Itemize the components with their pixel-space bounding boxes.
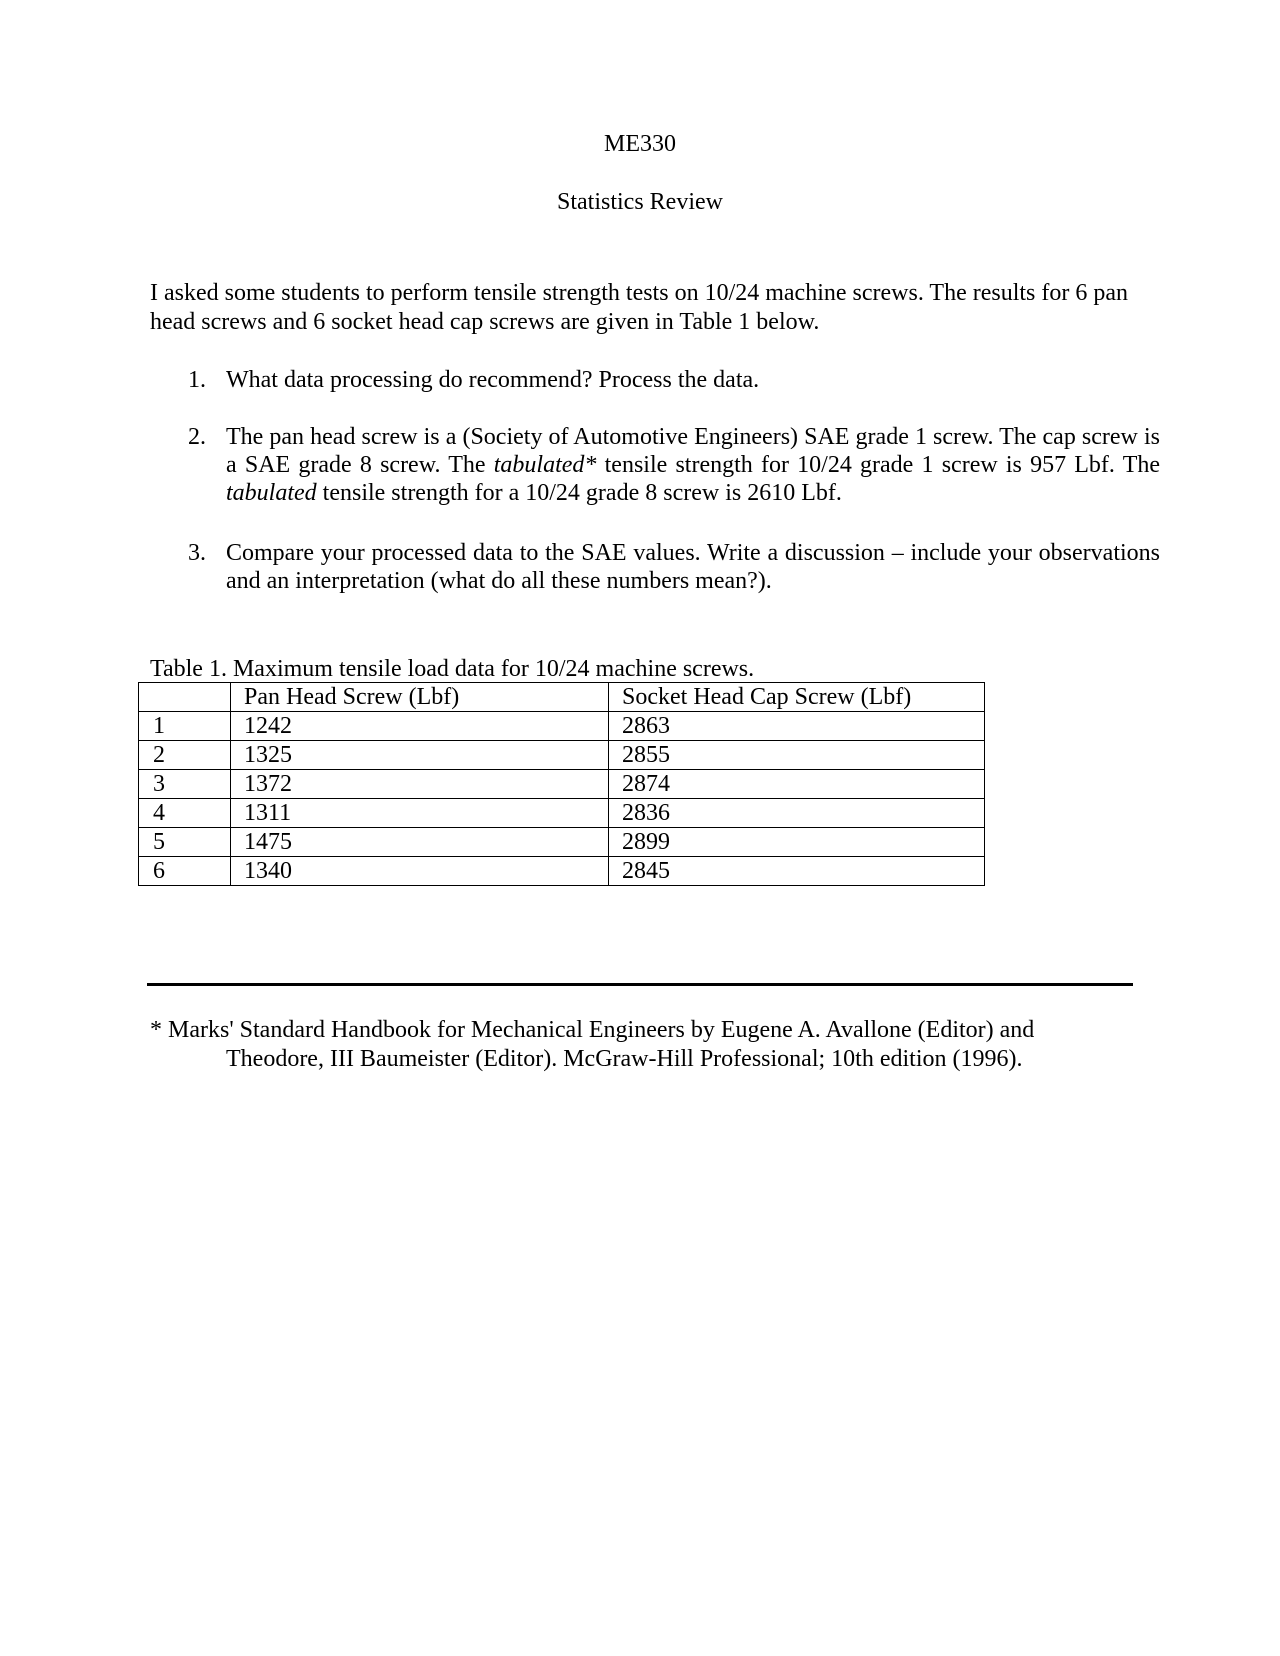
header-cell bbox=[139, 683, 231, 712]
question-text-part: tensile strength for 10/24 grade 1 screw is 957 Lbf. The bbox=[596, 452, 1161, 478]
table-cell: 6 bbox=[139, 857, 231, 886]
table-cell: 1372 bbox=[231, 770, 609, 799]
emphasis-tabulated: tabulated* bbox=[493, 452, 597, 478]
question-number: 3. bbox=[188, 540, 206, 566]
footnote bbox=[150, 1016, 1150, 1074]
table-row bbox=[139, 857, 985, 886]
table-cell: 4 bbox=[139, 799, 231, 828]
table-cell: 5 bbox=[139, 828, 231, 857]
table-cell: 2874 bbox=[609, 770, 985, 799]
tensile-data-table bbox=[138, 682, 985, 886]
question-text: Compare your processed data to the SAE values. Write a discussion – include your observations and an interpretation (what do all these numbers mean?). bbox=[226, 540, 1160, 594]
table-row bbox=[139, 770, 985, 799]
footnote-line-1: * Marks' Standard Handbook for Mechanical Engineers by Eugene A. Avallone (Editor) and bbox=[150, 1017, 1035, 1043]
table-header-row bbox=[139, 683, 985, 712]
table-row bbox=[139, 712, 985, 741]
emphasis-tabulated: tabulated bbox=[226, 480, 317, 506]
question-number: 1. bbox=[188, 367, 206, 393]
question-3 bbox=[150, 539, 1160, 595]
table-cell: 1 bbox=[139, 712, 231, 741]
header-cell: Socket Head Cap Screw (Lbf) bbox=[609, 683, 985, 712]
table-cell: 2836 bbox=[609, 799, 985, 828]
page-title: Statistics Review bbox=[557, 189, 723, 215]
question-number: 2. bbox=[188, 424, 206, 450]
intro-paragraph: I asked some students to perform tensile strength tests on 10/24 machine screws. The results for 6 pan head screws and 6 socket head cap screws are given in Table 1 below. bbox=[150, 280, 1129, 335]
table-cell: 1325 bbox=[231, 741, 609, 770]
table-cell: 1242 bbox=[231, 712, 609, 741]
table-row bbox=[139, 828, 985, 857]
footnote-line-2: Theodore, III Baumeister (Editor). McGraw-Hill Professional; 10th edition (1996). bbox=[226, 1046, 1023, 1072]
header-cell: Pan Head Screw (Lbf) bbox=[231, 683, 609, 712]
table-cell: 2863 bbox=[609, 712, 985, 741]
table-cell: 2845 bbox=[609, 857, 985, 886]
course-code: ME330 bbox=[604, 131, 676, 157]
table-cell: 1475 bbox=[231, 828, 609, 857]
table-caption: Table 1. Maximum tensile load data for 10/24 machine screws. bbox=[150, 656, 755, 682]
question-text bbox=[226, 423, 1160, 507]
table-cell: 2855 bbox=[609, 741, 985, 770]
table-cell: 1340 bbox=[231, 857, 609, 886]
question-text-part: tensile strength for a 10/24 grade 8 screw is 2610 Lbf. bbox=[316, 480, 842, 506]
table-row bbox=[139, 799, 985, 828]
question-text: What data processing do recommend? Process the data. bbox=[226, 367, 760, 393]
table-cell: 2899 bbox=[609, 828, 985, 857]
question-2 bbox=[150, 423, 1160, 507]
table-cell: 3 bbox=[139, 770, 231, 799]
question-text-part: The pan head screw is a (Society of Automotive Engineers) SAE grade 1 screw. The cap screw is a SAE grade 8 screw. The bbox=[226, 424, 1160, 478]
table-row bbox=[139, 741, 985, 770]
table-cell: 2 bbox=[139, 741, 231, 770]
footnote-divider bbox=[147, 983, 1133, 986]
table-cell: 1311 bbox=[231, 799, 609, 828]
question-1 bbox=[150, 366, 1160, 394]
